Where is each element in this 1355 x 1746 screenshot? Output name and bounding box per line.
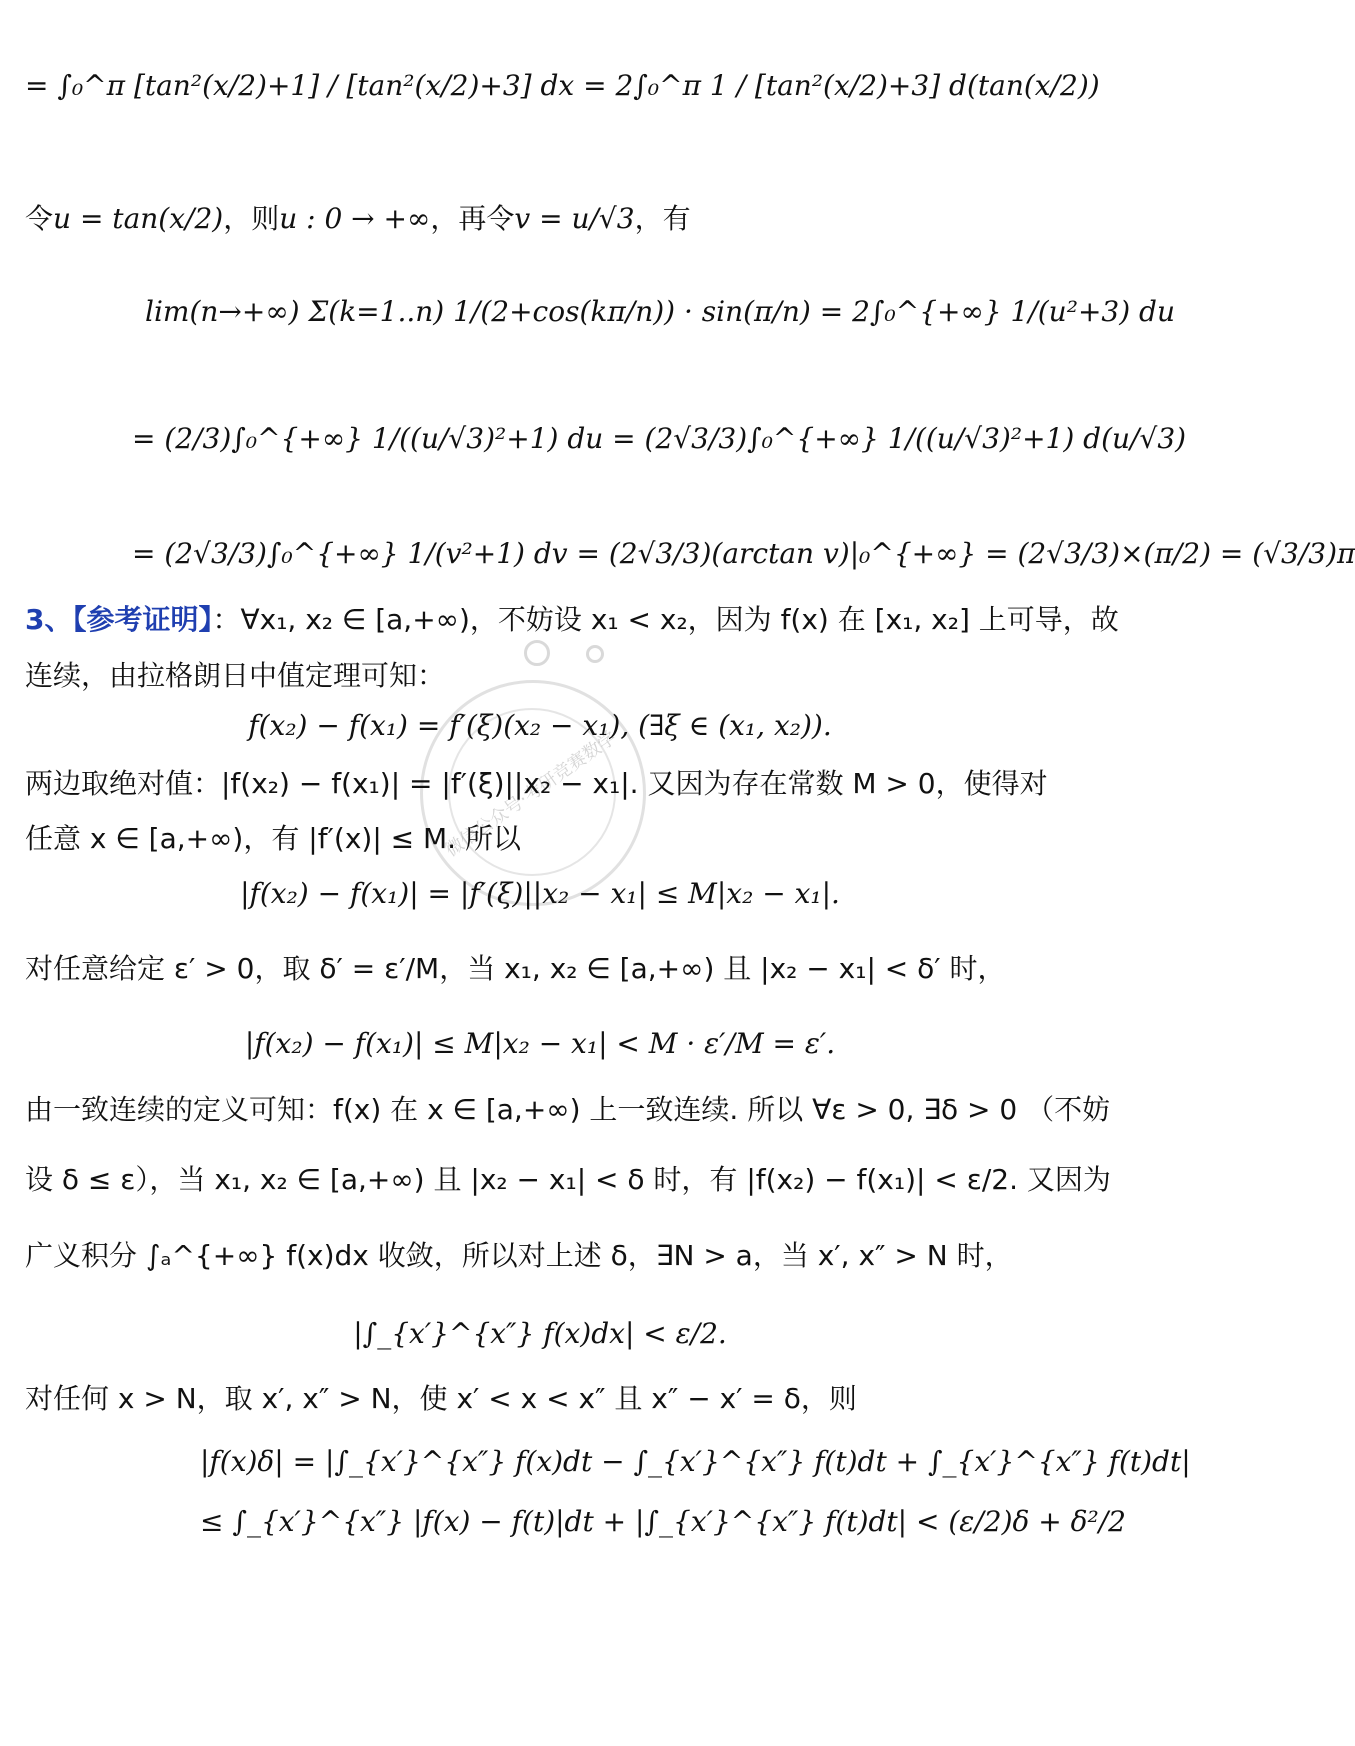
equation-7: |f(x₂) − f(x₁)| ≤ M|x₂ − x₁| < M · ε′/M = ε′. bbox=[244, 1027, 836, 1060]
proof-line-9: 对任何 x > N，取 x′, x″ > N，使 x′ < x < x″ 且 x″ − x′ = δ，则 bbox=[25, 1382, 857, 1415]
proof-line-3: 两边取绝对值：|f(x₂) − f(x₁)| = |f′(ξ)||x₂ − x₁|. 又因为存在常数 M > 0，使得对 bbox=[25, 767, 1048, 800]
equation-10: ≤ ∫_{x′}^{x″} |f(x) − f(t)|dt + |∫_{x′}^{x″} f(t)dt| < (ε/2)δ + δ²/2 bbox=[200, 1505, 1126, 1538]
watermark-dot-small bbox=[586, 645, 604, 663]
equation-6: |f(x₂) − f(x₁)| = |f′(ξ)||x₂ − x₁| ≤ M|x₂ − x₁|. bbox=[240, 877, 840, 910]
equation-9: |f(x)δ| = |∫_{x′}^{x″} f(x)dt − ∫_{x′}^{x″} f(t)dt + ∫_{x′}^{x″} f(t)dt| bbox=[200, 1445, 1191, 1478]
math-segment: u = tan(x/2) bbox=[53, 202, 224, 235]
proof-line-7: 设 δ ≤ ε），当 x₁, x₂ ∈ [a,+∞) 且 |x₂ − x₁| < δ 时，有 |f(x₂) − f(x₁)| < ε/2. 又因为 bbox=[25, 1163, 1111, 1196]
math-segment: v = u/√3 bbox=[514, 202, 635, 235]
proof-line-5: 对任意给定 ε′ > 0，取 δ′ = ε′/M，当 x₁, x₂ ∈ [a,+∞) 且 |x₂ − x₁| < δ′ 时， bbox=[25, 952, 1006, 985]
equation-3: = (2/3)∫₀^{+∞} 1/((u/√3)²+1) du = (2√3/3)∫₀^{+∞} 1/((u/√3)²+1) d(u/√3) bbox=[132, 422, 1187, 455]
proof-line-8: 广义积分 ∫ₐ^{+∞} f(x)dx 收敛，所以对上述 δ，∃N > a，当 x′, x″ > N 时， bbox=[25, 1239, 1013, 1272]
watermark-dot bbox=[524, 640, 550, 666]
proof-text: ：∀x₁, x₂ ∈ [a,+∞)，不妨设 x₁ < x₂，因为 f(x) 在 [x₁, x₂] 上可导，故 bbox=[212, 603, 1119, 636]
proof-line-2: 连续，由拉格朗日中值定理可知： bbox=[25, 659, 446, 692]
equation-8: |∫_{x′}^{x″} f(x)dx| < ε/2. bbox=[353, 1317, 727, 1350]
text-segment: ，有 bbox=[634, 202, 691, 235]
proof-line-6: 由一致连续的定义可知：f(x) 在 x ∈ [a,+∞) 上一致连续. 所以 ∀ε > 0, ∃δ > 0 （不妨 bbox=[25, 1093, 1111, 1126]
proof-line-1 bbox=[25, 603, 1119, 636]
equation-4: = (2√3/3)∫₀^{+∞} 1/(v²+1) dv = (2√3/3)(arctan v)|₀^{+∞} = (2√3/3)×(π/2) = (√3/3)π bbox=[132, 537, 1355, 570]
equation-1: = ∫₀^π [tan²(x/2)+1] / [tan²(x/2)+3] dx = 2∫₀^π 1 / [tan²(x/2)+3] d(tan(x/2)) bbox=[25, 69, 1100, 102]
proof-heading: 3、【参考证明】 bbox=[25, 603, 213, 636]
text-segment: 令 bbox=[25, 202, 54, 235]
equation-2: lim(n→+∞) Σ(k=1..n) 1/(2+cos(kπ/n)) · sin(π/n) = 2∫₀^{+∞} 1/(u²+3) du bbox=[145, 295, 1175, 328]
proof-line-4: 任意 x ∈ [a,+∞)，有 |f′(x)| ≤ M. 所以 bbox=[25, 822, 521, 855]
text-segment: ，再令 bbox=[430, 202, 515, 235]
math-segment: u : 0 → +∞ bbox=[279, 202, 431, 235]
text-segment: ，则 bbox=[223, 202, 280, 235]
watermark-text: 微信公众号·考研竞赛数学 bbox=[441, 727, 621, 862]
equation-5: f(x₂) − f(x₁) = f′(ξ)(x₂ − x₁), (∃ξ ∈ (x₁, x₂)). bbox=[248, 709, 832, 742]
substitution-line bbox=[25, 202, 691, 235]
